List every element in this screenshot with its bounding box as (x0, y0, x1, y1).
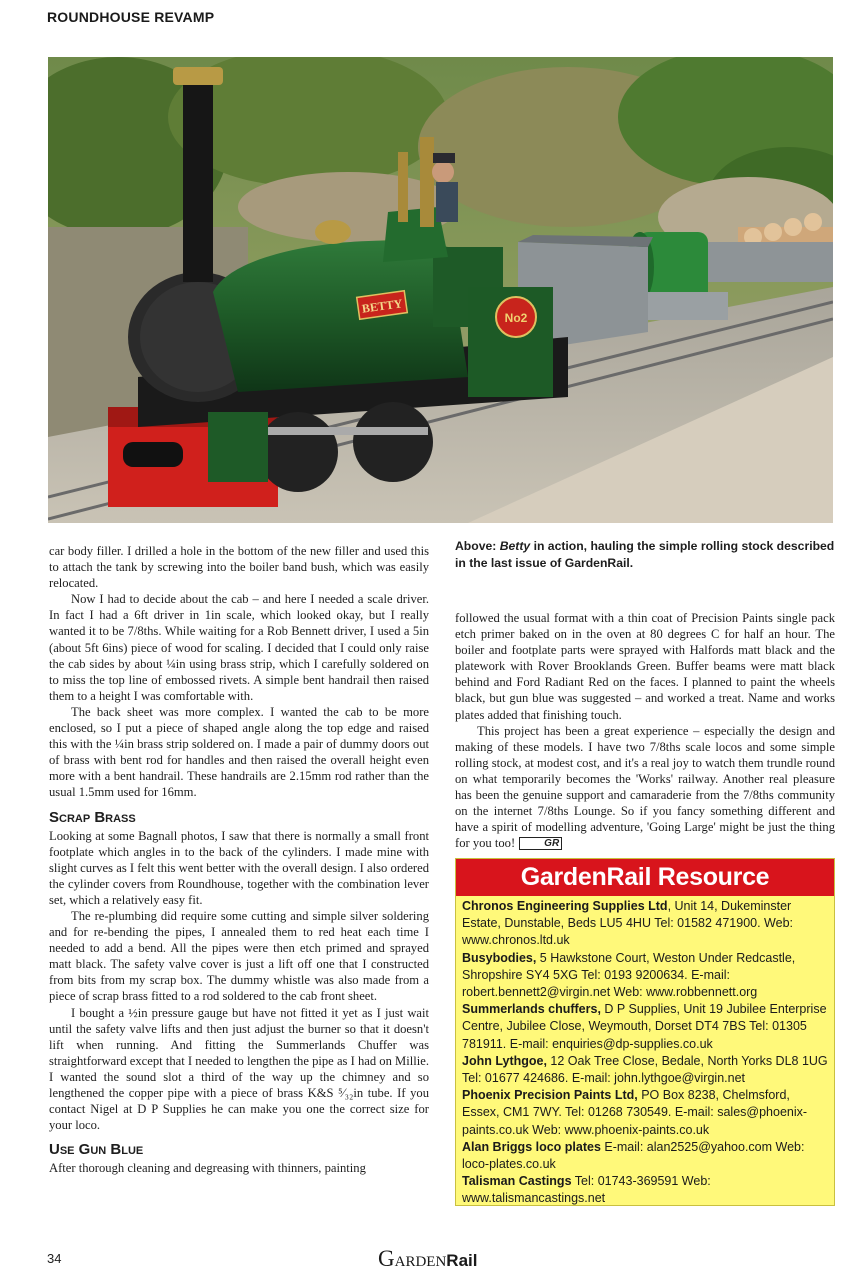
resource-entry-details: , Unit 14, Dukeminster Estate, Dunstable, Beds LU5 4HU Tel: 01582 471900. Web: www.chronos.ltd.uk (462, 899, 793, 948)
paragraph-text: This project has been a great experience – especially the design and making of these models. I have two 7/8ths scale locos and some simple rolling stock, at modest cost, and it's a real joy to watch them trundle round on what temporarily becomes the 'Works' railway. Another real pleasure has been the genuine support and camaraderie from the 7/8ths community on the internet 7/8ths Lounge. So if you fancy something different and have a spirit of modelling adventure, 'Going Large' might be just the thing for you too! (455, 723, 835, 851)
paragraph: The re-plumbing did require some cutting and simple silver soldering and for re-bending the pipes, I annealed them to red heat each time I needed to add a bend. All the pipes were then etch primed and sprayed matt black. The safety valve cover is just a lift off one that I constructed from bits from my scrap box. The dummy whistle was also made from a piece of scrap brass fitted to a rod soldered to the cab front sheet. (49, 908, 429, 1004)
page-number: 34 (47, 1251, 62, 1266)
resource-entry-name: Summerlands chuffers, (462, 1002, 601, 1017)
resource-entry-details: Tel: 01743-369591 Web: www.talismancastings.net (462, 1174, 711, 1206)
subheading-scrap-brass: Scrap Brass (49, 808, 136, 826)
resource-entry-details: D P Supplies, Unit 19 Jubilee Enterprise Centre, Jubilee Close, Weymouth, Dorset DT4 7BS Tel: 01305 781911. E-mail: enquiries@dp-supplies.co.uk (462, 1002, 827, 1051)
photo-caption (455, 538, 835, 572)
magazine-logo (378, 1246, 477, 1272)
locomotive-photo (48, 57, 833, 523)
resource-entry-details: 5 Hawkstone Court, Weston Under Redcastle, Shropshire SY4 5XG Tel: 0193 9200634. E-mail: robert.bennett2@virgin.net Web: www.robbennett.org (462, 950, 796, 1000)
resource-entry (462, 898, 828, 950)
paragraph: car body filler. I drilled a hole in the bottom of the new filler and used this to attach the tank by screwing into the boiler band bush, which was easily relocated. (49, 544, 429, 591)
caption-magazine: GardenRail. (564, 556, 634, 570)
resource-entry-details: PO Box 8238, Chelmsford, Essex, CM1 7WY. Tel: 01268 730549. E-mail: sales@phoenix-paints.co.uk Web: www.phoenix-paints.co.uk (462, 1088, 808, 1137)
paragraph: Now I had to decide about the cab – and here I needed a scale driver. In fact I had a 6ft driver in 1in scale, which looked okay, but I really wanted it to be 7/8ths. While waiting for a Rob Bennett driver, I used a 5in (about 5ft 6ins) piece of wood for scaling. I decided that I could only raise the cab sides by about ¼in using brass strip, which I carefully soldered on to miss the top line of embossed rivets. A simple bent handrail then raised them to a height I was comfortable with. (49, 592, 429, 703)
caption-prefix: Above: (455, 539, 497, 553)
resource-entry-name: Phoenix Precision Paints Ltd, (462, 1088, 638, 1103)
locomotive-photo-illustration (48, 57, 833, 523)
paragraph: After thorough cleaning and degreasing with thinners, painting (49, 1161, 366, 1176)
subheading-use-gun-blue: Use Gun Blue (49, 1141, 144, 1159)
end-mark-icon: GR (519, 837, 562, 850)
resource-entry-name: Busybodies, (462, 950, 537, 965)
logo-g: G (378, 1246, 395, 1271)
resource-entry (462, 1001, 828, 1053)
paragraph: followed the usual format with a thin coat of Precision Paints single pack etch primer baked on in the oven at 80 degrees C for half an hour. The boiler and footplate parts were sprayed with Halfords matt black and the platework with Rover Brooklands Green. Buffer beams were matt black behind and Ford Radiant Red on the faces. I planned to paint the wheels black, but gun blue was suggested – and worked a treat. Name and works plates added that finishing touch. (455, 611, 835, 722)
resource-entry (462, 950, 828, 1002)
resource-entry-name: John Lythgoe, (462, 1053, 547, 1068)
resource-title: GardenRail Resource (456, 859, 834, 896)
caption-text: in action, hauling the simple rolling stock described in the last issue of (455, 539, 835, 570)
article-right-column (455, 610, 835, 851)
paragraph: The back sheet was more complex. I wanted the cab to be more enclosed, so I put a piece of shaped angle along the top edge and raised this with the ¼in brass strip soldered on. I made a pair of dummy doors out of brass with bent rod for handles and then raised the overall height even more with a bent handrail. These handrails are 2.15mm rod rather than the usual 1.5mm used for 16mm. (49, 704, 429, 800)
article-left-column (49, 543, 429, 1176)
resource-entry (462, 1139, 828, 1173)
resource-entry-name: Alan Briggs loco plates (462, 1139, 601, 1154)
logo-arden: ARDEN (394, 1254, 447, 1270)
logo-rail: Rail (446, 1251, 478, 1270)
resource-entry (462, 1053, 828, 1087)
resource-entry-name: Talisman Castings (462, 1174, 572, 1189)
paragraph (455, 723, 835, 852)
resource-entry-details: E-mail: alan2525@yahoo.com Web: loco-plates.co.uk (462, 1139, 805, 1172)
resource-entry (462, 1173, 828, 1207)
section-title: ROUNDHOUSE REVAMP (47, 9, 215, 25)
paragraph: I bought a ½in pressure gauge but have not fitted it yet as I just wait until the safety valve lifts and then just adjust the burner so that it doesn't lift when running. And fitting the Summerlands Chuffer was straightforward except that I needed to lengthen the pipe as I had on Millie. I wanted the sound slot a third of the way up the chimney and so lengthened the copper pipe with a piece of brass K&S ⁵⁄₃₂in tube. If you contact Nigel at D P Supplies he can make you one the correct size for your loco. (49, 1005, 429, 1133)
resource-entry-details: 12 Oak Tree Close, Bedale, North Yorks DL8 1UG Tel: 01677 424686. E-mail: john.lythgoe@virgin.net (462, 1053, 828, 1086)
nameplate-text: BETTY (361, 296, 404, 316)
caption-loco-name: Betty (499, 539, 531, 553)
paragraph: Looking at some Bagnall photos, I saw that there is normally a small front footplate which angles in to the back of the cylinders. I made mine with slight curves as I felt this went better with the overall design. I also ordered the cylinder covers from Roundhouse, together with the combination lever set, which a relatively easy fit. (49, 828, 429, 907)
resource-list (456, 896, 834, 1208)
resource-entry (462, 1087, 828, 1139)
number-plate-text: No2 (504, 311, 528, 325)
resource-entry-name: Chronos Engineering Supplies Ltd (462, 899, 668, 913)
resource-box (455, 858, 835, 1206)
